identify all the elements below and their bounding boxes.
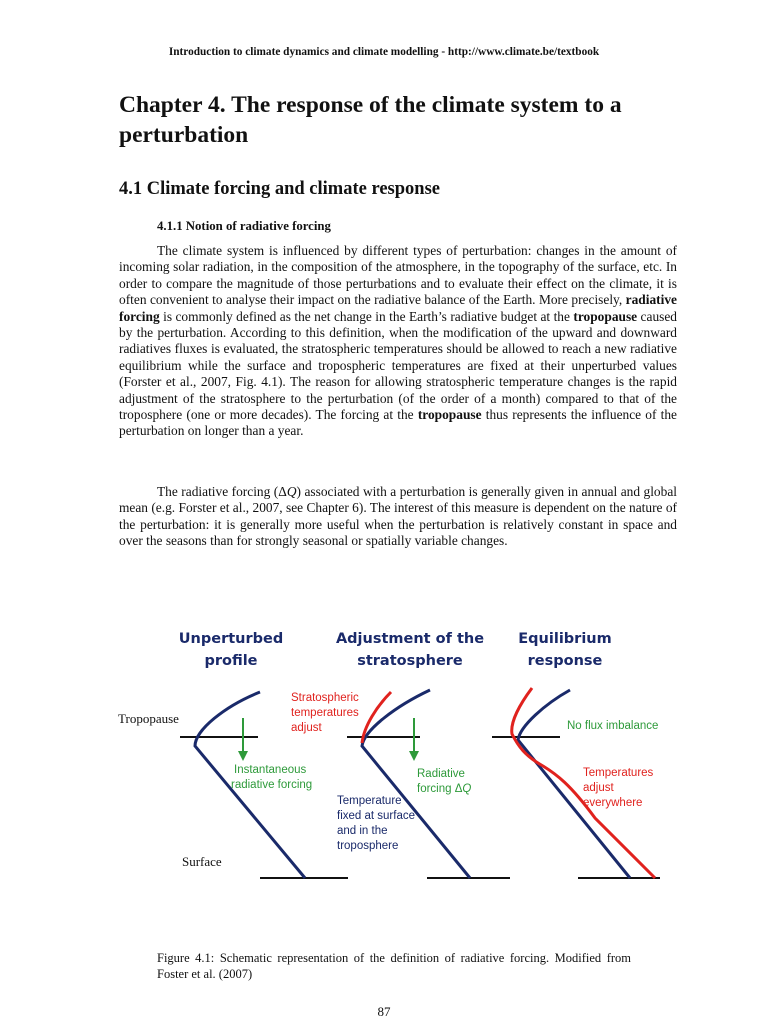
radiative-label-l2: forcing ΔQ [417, 783, 472, 795]
fixed-label-l1: Temperature [337, 795, 402, 807]
panel3-subtitle: response [527, 653, 603, 669]
term-tropopause: tropopause [573, 308, 638, 324]
term-tropopause: tropopause [417, 407, 482, 423]
chapter-title: Chapter 4. The response of the climate system to a perturbation [119, 92, 622, 148]
tadj-label-l3: everywhere [583, 797, 643, 809]
section-title: 4.1 Climate forcing and climate response [119, 179, 440, 199]
surface-label: Surface [182, 854, 222, 869]
panel1-title: Unperturbed [178, 631, 284, 647]
strat-label-l1: Stratospheric [291, 692, 359, 704]
running-header: Introduction to climate dynamics and climate modelling - http://www.climate.be/textbook [168, 46, 600, 58]
panel2-title: Adjustment of the [335, 631, 485, 647]
tropopause-label: Tropopause [118, 711, 179, 726]
radiative-label-l1: Radiative [417, 768, 465, 780]
panel3-title: Equilibrium [518, 631, 612, 647]
term-radiative-forcing: radiative forcing [119, 292, 677, 324]
figure-radiative-forcing [100, 618, 680, 898]
paragraph-radiative-forcing: The climate system is influenced by different types of perturbation: changes in the amount of incoming solar radiation, in the composition of the atmosphere, in the topography of the surface, etc. In order to compare the magnitude of those perturbations and to evaluate their effect on the climate, it is often convenient to analyse their impact on the radiative balance of the Earth. More precisely, radiative forcing is commonly defined as the net change in the Earth’s radiative budget at the tropopause caused by the perturbation. According to this definition, when the modification of the upward and downward radiatives fluxes is evaluated, the stratospheric temperatures should be allowed to reach a new radiative equilibrium while the surface and tropospheric temperatures are fixed at their unperturbed values (Forster et al., 2007, Fig. 4.1). The reason for allowing stratospheric temperature changes is the rapid adjustment of the stratosphere to the perturbation (of the order of a month) compared to that of the troposphere (one or more decades). The forcing at the tropopause thus represents the influence of the perturbation on longer than a year. [119, 243, 677, 439]
instant-label-l2: radiative forcing [231, 779, 313, 791]
strat-label-l3: adjust [291, 722, 322, 734]
tadj-label-l1: Temperatures [583, 767, 654, 779]
noflux-label: No flux imbalance [567, 720, 659, 732]
instant-label-l1: Instantaneous [234, 764, 307, 776]
panel2-subtitle: stratosphere [357, 653, 463, 669]
symbol-q: Q [286, 484, 297, 499]
strat-label-l2: temperatures [291, 707, 359, 719]
fixed-label-l3: and in the [337, 825, 388, 837]
page-number: 87 [377, 1004, 391, 1019]
paragraph-delta-q: The radiative forcing (ΔQ) associated with a perturbation is generally given in annual and global mean (e.g. Forster et al., 2007, see Chapter 6). The interest of this measure is dependent on the nature of the perturbation: it is generally more useful when the perturbation is relatively constant in space and over the seasons than for strongly seasonal or spatially variable changes. [119, 484, 677, 549]
figure-caption: Figure 4.1: Schematic representation of the definition of radiative forcing. Modified from Foster et al. (2007) [157, 951, 631, 981]
panel1-subtitle: profile [204, 653, 258, 669]
subsection-title: 4.1.1 Notion of radiative forcing [157, 219, 331, 233]
fixed-label-l2: fixed at surface [337, 810, 415, 822]
fixed-label-l4: troposphere [337, 840, 399, 852]
tadj-label-l2: adjust [583, 782, 614, 794]
